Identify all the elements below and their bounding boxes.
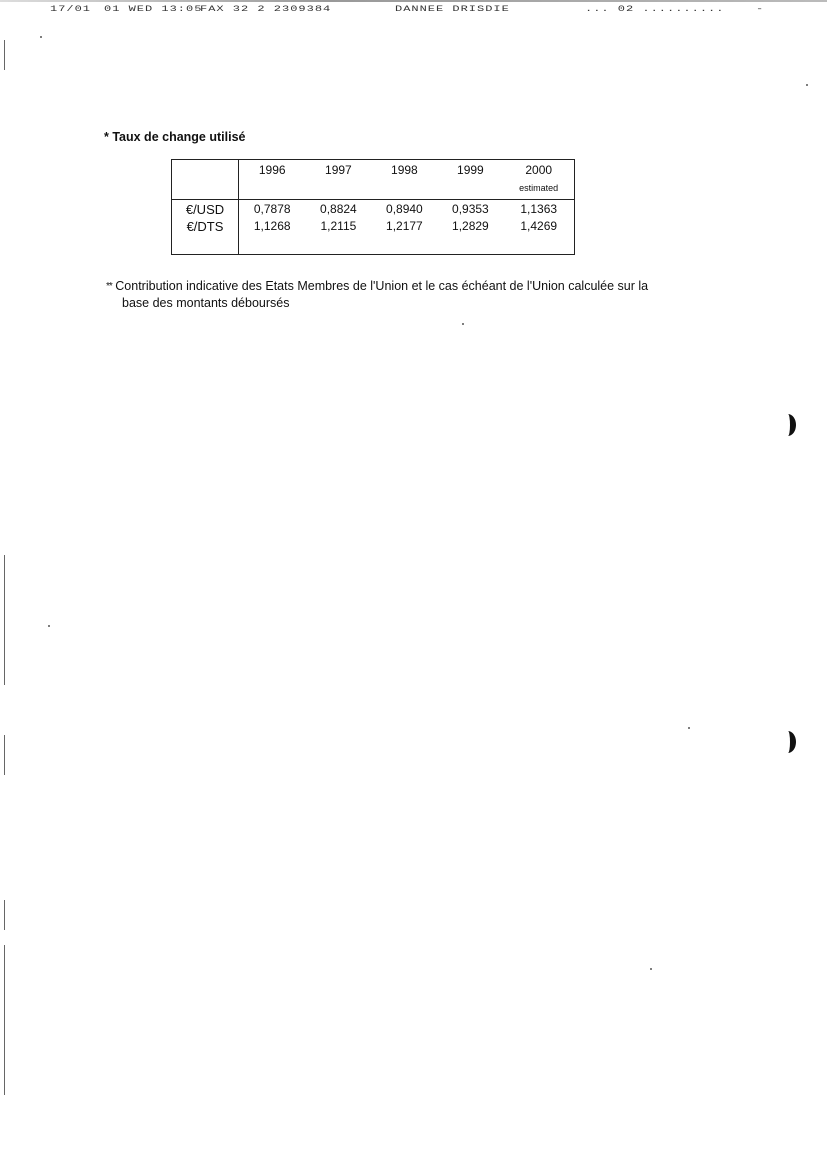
- scan-edge-line: [4, 555, 5, 685]
- table-cell: 1,2829: [452, 219, 489, 233]
- table-row: [172, 217, 575, 234]
- exchange-rate-table: [171, 159, 575, 255]
- estimated-note: estimated: [519, 183, 559, 193]
- scan-edge-line: [4, 735, 5, 775]
- table-cell: 1,4269: [520, 219, 558, 233]
- scan-speck: [40, 36, 42, 38]
- scan-speck: [688, 727, 690, 729]
- year-header: 1997: [305, 160, 371, 200]
- fax-page: ... 02 ..........: [585, 4, 725, 15]
- scan-speck: [48, 625, 50, 627]
- section-title: * Taux de change utilisé: [104, 130, 246, 144]
- scan-edge-line: [4, 40, 5, 70]
- table-cell: 0,8824: [320, 202, 357, 216]
- year-header-2000: [503, 160, 574, 200]
- footnote-line-1: Contribution indicative des Etats Membres de l'Union et le cas échéant de l'Union calculée sur la: [115, 279, 649, 293]
- footnote-line-2: base des montants déboursés: [122, 296, 290, 310]
- fax-header: [50, 4, 770, 17]
- table-cell: 0,9353: [452, 202, 489, 216]
- footnote-marker: **: [106, 281, 112, 292]
- scan-edge-line: [4, 945, 5, 1095]
- year-header: 1999: [437, 160, 503, 200]
- table-corner-cell: [172, 160, 239, 200]
- table-spacer-row: [172, 234, 575, 255]
- year-header: 1996: [239, 160, 306, 200]
- year-header: 1998: [371, 160, 437, 200]
- row-label: €/DTS: [172, 217, 239, 234]
- table-cell: 1,2177: [386, 219, 423, 233]
- table-cell: 1,1363: [520, 202, 558, 216]
- table-cell: 1,2115: [320, 219, 357, 233]
- fax-sender: DANNEE DRISDIE: [395, 4, 510, 15]
- table-spacer-cell: [239, 234, 575, 255]
- table-cell: 0,7878: [253, 202, 291, 216]
- fax-day-time: 01 WED 13:05: [104, 4, 203, 15]
- year-header: 2000: [525, 163, 553, 177]
- fax-top-rule: [0, 0, 827, 2]
- punch-hole-mark: [780, 414, 796, 436]
- fax-mark: -: [756, 4, 765, 15]
- table-row: [172, 200, 575, 218]
- scan-edge-line: [4, 900, 5, 930]
- punch-hole-mark: [780, 731, 796, 753]
- table-cell: 1,1268: [253, 219, 291, 233]
- fax-number: FAX 32 2 2309384: [200, 4, 332, 15]
- table-spacer-cell: [172, 234, 239, 255]
- fax-date: 17/01: [50, 4, 92, 15]
- scan-speck: [650, 968, 652, 970]
- table-header-row: [172, 160, 575, 200]
- footnote: [106, 278, 726, 312]
- scan-speck: [462, 323, 464, 325]
- scan-speck: [806, 84, 808, 86]
- row-label: €/USD: [172, 200, 239, 218]
- table-cell: 0,8940: [386, 202, 423, 216]
